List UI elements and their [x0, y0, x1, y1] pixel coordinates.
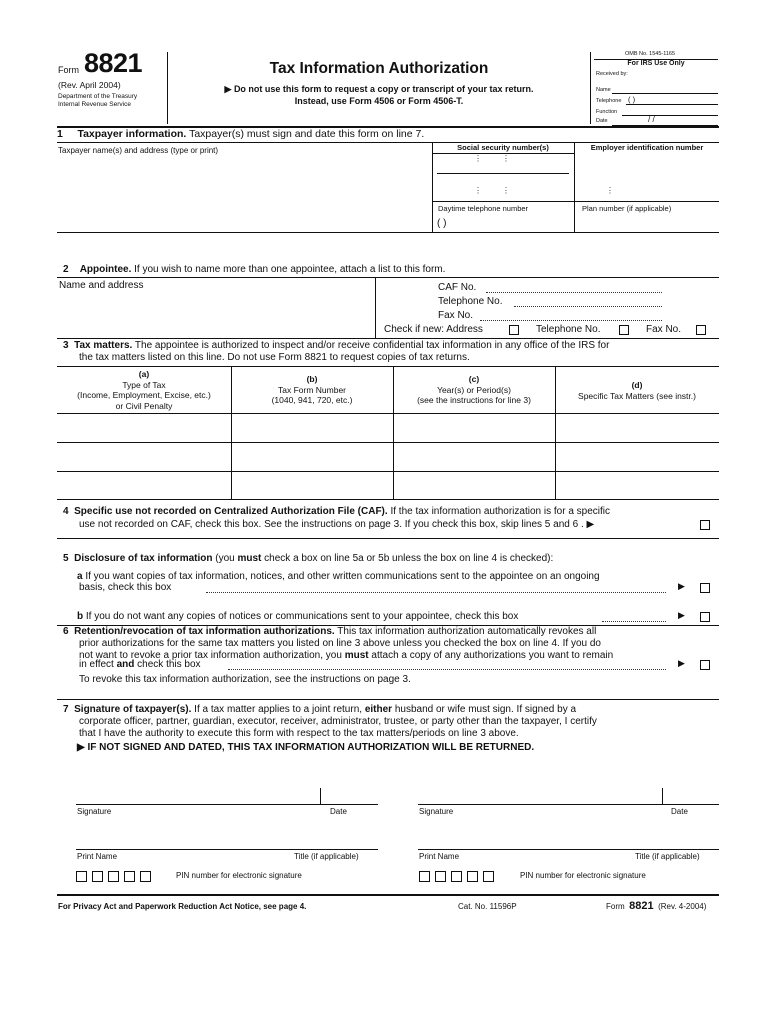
line6-line3-b: attach a copy of any authorizations you want to remain — [368, 650, 614, 661]
column-c-sub: (see the instructions for line 3) — [417, 395, 531, 405]
row1-periods[interactable] — [394, 415, 554, 441]
line1-bottom-rule — [57, 232, 719, 233]
revision-date: (Rev. April 2004) — [58, 80, 121, 90]
column-a-letter: (a) — [138, 369, 150, 379]
ssn-field-2[interactable] — [436, 184, 570, 200]
line4-label-rest: If the tax information authorization is for a specific — [387, 506, 611, 517]
line1-label-rest: Taxpayer(s) must sign and date this form on line 7. — [186, 128, 425, 140]
taxpayer2-name-line — [418, 849, 719, 850]
caf-field[interactable] — [486, 292, 662, 293]
line2-label: Appointee. — [79, 264, 132, 275]
pin-box[interactable] — [124, 871, 135, 882]
taxpayer2-pin-boxes[interactable] — [419, 868, 499, 886]
daytime-phone-paren: ( ) — [437, 218, 447, 229]
line5b-arrow: ▶ — [678, 610, 685, 620]
line5b-checkbox[interactable] — [700, 612, 710, 622]
line7-number: 7 — [63, 704, 69, 715]
unsigned-warning: ▶ IF NOT SIGNED AND DATED, THIS TAX INFORMATION AUTHORIZATION WILL BE RETURNED. — [77, 742, 535, 753]
irs-name-label: Name — [596, 87, 611, 93]
line3-text-1 — [63, 340, 609, 351]
new-telephone-checkbox[interactable] — [619, 325, 629, 335]
line6-text-2: prior authorizations for the same tax matters you listed on line 3 above unless you checked the box on line 4. If you do — [79, 638, 601, 649]
line7-either: either — [364, 704, 393, 715]
line6-line3-a: not want to revoke a prior tax information authorization, you — [79, 650, 345, 661]
notice-line2: Instead, use Form 4506 or Form 4506-T. — [294, 96, 464, 106]
line5a-leader — [206, 592, 666, 593]
taxpayer1-print-name-field[interactable] — [76, 832, 378, 848]
column-c-letter: (c) — [468, 374, 480, 384]
line7-label: Signature of taxpayer(s). — [74, 704, 192, 715]
irs-name-field[interactable] — [612, 93, 718, 94]
appointee-fax-label: Fax No. — [438, 310, 474, 321]
row2-type-of-tax[interactable] — [58, 444, 230, 470]
daytime-phone-label: Daytime telephone number — [438, 204, 529, 213]
row2-specific-matters[interactable] — [556, 444, 718, 470]
line6-label: Retention/revocation of tax information authorizations. — [74, 626, 335, 637]
pin-box[interactable] — [76, 871, 87, 882]
line3-number: 3 — [63, 340, 69, 351]
column-c-header — [393, 374, 555, 406]
taxpayer1-print-name-label: Print Name — [77, 852, 118, 861]
row2-tax-form-number[interactable] — [232, 444, 392, 470]
pin-box[interactable] — [451, 871, 462, 882]
department-line1: Department of the Treasury — [58, 93, 138, 100]
notice-line1: ▶ Do not use this form to request a copy or transcript of your tax return. — [224, 84, 534, 94]
taxpayer2-signature-field[interactable] — [418, 788, 662, 804]
line5a-text-2: basis, check this box — [79, 582, 172, 593]
taxpayer-name-address-label: Taxpayer name(s) and address (type or print) — [58, 146, 219, 155]
column-a-title: Type of Tax — [122, 379, 166, 390]
line5b-text — [77, 611, 518, 622]
taxpayer2-print-name-field[interactable] — [418, 832, 719, 848]
appointee-fax-field[interactable] — [480, 320, 662, 321]
line6-number: 6 — [63, 626, 69, 637]
line4-label: Specific use not recorded on Centralized Authorization File (CAF). — [74, 506, 388, 517]
line5a-text-1 — [77, 571, 600, 582]
column-b-letter: (b) — [306, 374, 318, 384]
line5a-line1: If you want copies of tax information, notices, and other written communications sent to the appointee on an ongoing — [82, 571, 600, 582]
table-row-rule-1 — [57, 442, 719, 443]
ein-separator: ⋮ — [606, 186, 614, 195]
taxpayer1-date-label: Date — [330, 807, 347, 816]
taxpayer2-signature-label: Signature — [419, 807, 454, 816]
taxpayer2-date-field[interactable] — [664, 788, 719, 804]
column-a-sub1: (Income, Employment, Excise, etc.) — [77, 390, 211, 400]
ssn-field-1-rule — [437, 173, 569, 174]
ein-field[interactable] — [578, 158, 716, 200]
column-d-header — [555, 380, 719, 401]
catalog-number: Cat. No. 11596P — [458, 902, 517, 911]
line5-label: Disclosure of tax information — [74, 553, 213, 564]
line2-label-rest: If you wish to name more than one appointee, attach a list to this form. — [131, 264, 446, 275]
line2-number: 2 — [63, 264, 69, 275]
ssn-separator-1: ⋮ ⋮ — [474, 154, 511, 163]
taxpayer2-pin-label: PIN number for electronic signature — [520, 871, 646, 880]
header-divider-right — [590, 52, 591, 124]
line5-heading — [63, 553, 553, 564]
plan-number-field[interactable] — [578, 214, 716, 231]
line3-label-rest: The appointee is authorized to inspect and/or receive confidential tax information in any office of the IRS for — [132, 340, 610, 351]
check-new-telephone-label: Telephone No. — [536, 324, 601, 335]
taxpayer1-title-label: Title (if applicable) — [294, 852, 359, 861]
table-header-rule — [57, 413, 719, 414]
line7-line1-b: husband or wife must sign. If signed by a — [392, 704, 577, 715]
taxpayer2-sig-divider — [662, 788, 663, 804]
line5-must: must — [237, 553, 262, 564]
taxpayer1-pin-label: PIN number for electronic signature — [176, 871, 302, 880]
pin-box[interactable] — [92, 871, 103, 882]
privacy-notice: For Privacy Act and Paperwork Reduction Act Notice, see page 4. — [58, 902, 307, 911]
line2-rule — [57, 277, 719, 278]
line6-line4-b: check this box — [134, 659, 201, 670]
column-d-title: Specific Tax Matters (see instr.) — [578, 390, 696, 401]
taxpayer2-sig-line — [418, 804, 719, 805]
footer-form-number: 8821 — [629, 900, 654, 912]
irs-telephone-field[interactable] — [626, 104, 718, 105]
line1-heading — [57, 128, 424, 140]
table-bottom-rule — [57, 499, 719, 500]
plan-number-label: Plan number (if applicable) — [582, 204, 672, 213]
ssn-label: Social security number(s) — [457, 143, 549, 152]
pin-box[interactable] — [108, 871, 119, 882]
line4-number: 4 — [63, 506, 69, 517]
line6-text-5: To revoke this tax information authorization, see the instructions on page 3. — [79, 674, 411, 685]
line1-number: 1 — [57, 128, 63, 140]
line1-divider-a — [432, 142, 433, 233]
taxpayer1-pin-boxes[interactable] — [76, 868, 156, 886]
line6-and: and — [116, 659, 135, 670]
column-b-title: Tax Form Number — [277, 384, 346, 395]
column-c-title: Year(s) or Period(s) — [437, 384, 511, 395]
form-title: Tax Information Authorization — [269, 60, 489, 77]
row3-tax-form-number[interactable] — [232, 473, 392, 498]
row1-specific-matters[interactable] — [556, 415, 718, 441]
form-number: 8821 — [84, 48, 143, 78]
line2-heading — [63, 264, 445, 275]
received-by-label: Received by: — [596, 71, 628, 77]
line5-label-rest: check a box on line 5a or 5b unless the box on line 4 is checked): — [261, 553, 554, 564]
line5-number: 5 — [63, 553, 69, 564]
line5a-arrow: ▶ — [678, 581, 685, 591]
new-address-checkbox[interactable] — [509, 325, 519, 335]
footer-form-word: Form — [606, 902, 625, 911]
row1-tax-form-number[interactable] — [232, 415, 392, 441]
taxpayer-name-address-field[interactable] — [58, 158, 430, 232]
irs-date-slashes: / / — [648, 115, 655, 124]
column-b-sub: (1040, 941, 720, etc.) — [271, 395, 353, 405]
irs-function-field[interactable] — [622, 115, 718, 116]
irs-function-label: Function — [596, 109, 618, 115]
line5a-letter: a — [77, 571, 83, 582]
taxpayer1-name-line — [76, 849, 378, 850]
taxpayer1-sig-divider — [320, 788, 321, 804]
line6-checkbox[interactable] — [700, 660, 710, 670]
table-top-rule — [57, 366, 719, 367]
line5b-line: If you do not want any copies of notices or communications sent to your appointee, check this box — [83, 611, 519, 622]
ssn-separator-2: ⋮ ⋮ — [474, 186, 511, 195]
line7-text-3: that I have the authority to execute this form with respect to the tax matters/periods on line 3 above. — [79, 728, 519, 739]
line6-leader — [228, 669, 666, 670]
pin-box[interactable] — [467, 871, 478, 882]
line6-bottom-rule — [57, 699, 719, 700]
appointee-telephone-label: Telephone No. — [438, 296, 503, 307]
line6-text-1 — [63, 626, 596, 637]
row3-type-of-tax[interactable] — [58, 473, 230, 498]
taxpayer2-date-label: Date — [671, 807, 688, 816]
appointee-name-address-label: Name and address — [59, 280, 144, 291]
row1-type-of-tax[interactable] — [58, 415, 230, 441]
check-new-address-label: Check if new: Address — [384, 324, 483, 335]
footer-revision: (Rev. 4-2004) — [658, 902, 707, 911]
line3-text-2: the tax matters listed on this line. Do not use Form 8821 to request copies of tax returns. — [79, 352, 470, 363]
new-fax-checkbox[interactable] — [696, 325, 706, 335]
line4-checkbox[interactable] — [700, 520, 710, 530]
column-d-letter: (d) — [631, 380, 643, 390]
line6-text-4 — [79, 659, 201, 670]
appointee-name-address-field[interactable] — [58, 292, 372, 336]
line6-label-rest: This tax information authorization automatically revokes all — [334, 626, 597, 637]
line4-bottom-rule — [57, 538, 719, 539]
irs-use-only: For IRS Use Only — [627, 60, 685, 67]
table-row-rule-2 — [57, 471, 719, 472]
column-a-header — [57, 369, 231, 411]
line1-label: Taxpayer information. — [77, 128, 187, 140]
taxpayer2-title-label: Title (if applicable) — [635, 852, 700, 861]
row3-periods[interactable] — [394, 473, 554, 498]
line7-text-1 — [63, 704, 576, 715]
irs-telephone-label: Telephone — [596, 98, 622, 104]
row2-periods[interactable] — [394, 444, 554, 470]
irs-telephone-paren: ( ) — [628, 95, 636, 104]
line7-line1-a: If a tax matter applies to a joint return, — [191, 704, 365, 715]
line5b-letter: b — [77, 611, 84, 622]
taxpayer1-sig-line — [76, 804, 378, 805]
line7-text-2: corporate officer, partner, guardian, executor, receiver, administrator, trustee, or party other than the taxpayer, I certify — [79, 716, 597, 727]
department-line2: Internal Revenue Service — [58, 101, 131, 108]
form-word: Form — [58, 65, 79, 75]
line2-bottom-rule — [57, 338, 719, 339]
pin-box[interactable] — [140, 871, 151, 882]
line4-text-1 — [63, 506, 610, 517]
column-b-header — [231, 374, 393, 406]
omb-number: OMB No. 1545-1165 — [625, 51, 676, 57]
line5a-checkbox[interactable] — [700, 583, 710, 593]
taxpayer1-date-field[interactable] — [322, 788, 378, 804]
footer-form-ref — [606, 900, 706, 912]
pin-box[interactable] — [483, 871, 494, 882]
pin-box[interactable] — [435, 871, 446, 882]
check-new-fax-label: Fax No. — [646, 324, 682, 335]
appointee-telephone-field[interactable] — [514, 306, 662, 307]
line6-line4-a: in effect — [79, 659, 117, 670]
line2-divider — [375, 277, 376, 338]
line6-must: must — [344, 650, 369, 661]
caf-label: CAF No. — [438, 282, 477, 293]
line4-text-2: use not recorded on CAF, check this box. See the instructions on page 3. If you check this box, skip lines 5 and 6 . ▶ — [79, 519, 595, 530]
taxpayer1-signature-label: Signature — [77, 807, 112, 816]
taxpayer1-signature-field[interactable] — [76, 788, 320, 804]
line1-divider-b — [574, 142, 575, 233]
ssn-field-1[interactable] — [436, 156, 570, 172]
daytime-phone-field[interactable] — [436, 214, 570, 231]
row3-specific-matters[interactable] — [556, 473, 718, 498]
pin-box[interactable] — [419, 871, 430, 882]
taxpayer2-print-name-label: Print Name — [419, 852, 460, 861]
line5-label-mid: (you — [212, 553, 238, 564]
column-a-sub2: or Civil Penalty — [115, 400, 173, 411]
ein-label: Employer identification number — [590, 143, 704, 152]
line3-label: Tax matters. — [74, 340, 133, 351]
line6-arrow: ▶ — [678, 658, 685, 668]
line1-phone-rule — [432, 201, 719, 202]
irs-date-label: Date — [596, 118, 608, 124]
footer-rule — [57, 894, 719, 896]
line5b-leader — [602, 621, 666, 622]
